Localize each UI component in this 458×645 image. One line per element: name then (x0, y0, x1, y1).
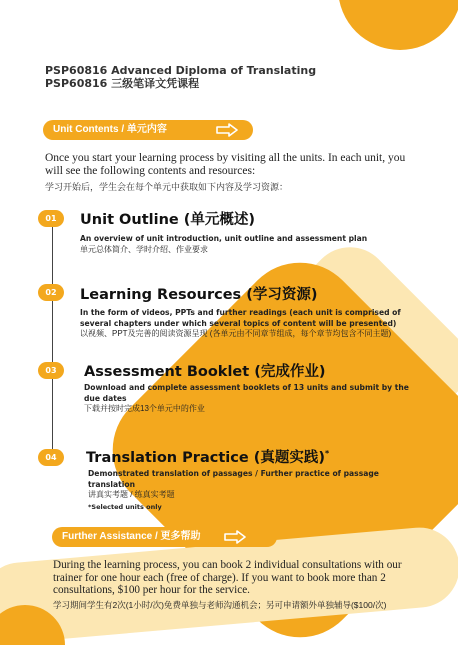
item-number-badge: 02 (38, 284, 64, 301)
right-arrow-icon (224, 530, 246, 544)
unit-contents-intro: Once you start your learning process by visiting all the units. In each unit, you will see the following contents and resources: (45, 152, 406, 177)
item-title-text: Translation Practice (真题实践) (86, 450, 325, 466)
further-assistance-text: During the learning process, you can book 2 individual consultations with our trainer for one hour each (free of charge). If you want to book more than 2 consultations, $100 per hour for the service. (53, 559, 402, 597)
item-description (80, 308, 410, 340)
item-title (86, 446, 329, 467)
item-desc-en: Download and complete assessment booklets of 13 units and submit by the due dates (84, 383, 409, 403)
item-title-asterisk: * (324, 449, 330, 459)
item-description (80, 234, 380, 255)
item-desc-en: Demonstrated translation of passages / Further practice of passage translation (88, 469, 379, 489)
item-title: Assessment Booklet (完成作业) (84, 364, 326, 380)
item-desc-cn: 下载并按时完成13个单元中的作业 (84, 404, 205, 413)
unit-contents-label: Unit Contents / 单元内容 (53, 124, 167, 135)
item-number-badge: 04 (38, 449, 64, 466)
item-number-badge: 03 (38, 362, 64, 379)
item-desc-en: In the form of videos, PPTs and further readings (each unit is comprised of several chapters under which several topics of content will be presented) (80, 308, 401, 328)
deco-top-circle (338, 0, 458, 50)
item-number-badge: 01 (38, 210, 64, 227)
item-title: Unit Outline (单元概述) (80, 212, 256, 228)
right-arrow-icon (216, 123, 238, 137)
item-desc-cn: 讲真实考题 / 练真实考题 (88, 490, 175, 499)
further-assistance-banner (52, 527, 277, 547)
item-desc-cn: 以视频、PPT及完善的阅读资源呈现 (各单元由不同章节组成，每个章节均包含不同主题) (80, 329, 392, 338)
item-description (84, 383, 414, 415)
item-desc-en: An overview of unit introduction, unit outline and assessment plan (80, 234, 368, 243)
further-assistance-text-cn: 学习期间学生有2次(1小时/次)免费单独与老师沟通机会；另可申请额外单独辅导($100/次) (53, 600, 387, 610)
page-title (45, 64, 316, 90)
item-description (88, 469, 418, 501)
title-line-2: PSP60816 三级笔译文凭课程 (45, 77, 200, 90)
timeline-line (52, 220, 53, 460)
unit-contents-intro-cn: 学习开始后，学生会在每个单元中获取如下内容及学习资源： (45, 182, 289, 192)
item-title: Learning Resources (学习资源) (80, 287, 318, 303)
item-desc-cn: 单元总体简介、学时介绍、作业要求 (80, 244, 208, 254)
title-line-1: PSP60816 Advanced Diploma of Translating (45, 64, 317, 77)
unit-contents-banner (43, 120, 253, 140)
selected-units-note: *Selected units only (88, 503, 162, 511)
further-assistance-label: Further Assistance / 更多帮助 (62, 531, 201, 542)
